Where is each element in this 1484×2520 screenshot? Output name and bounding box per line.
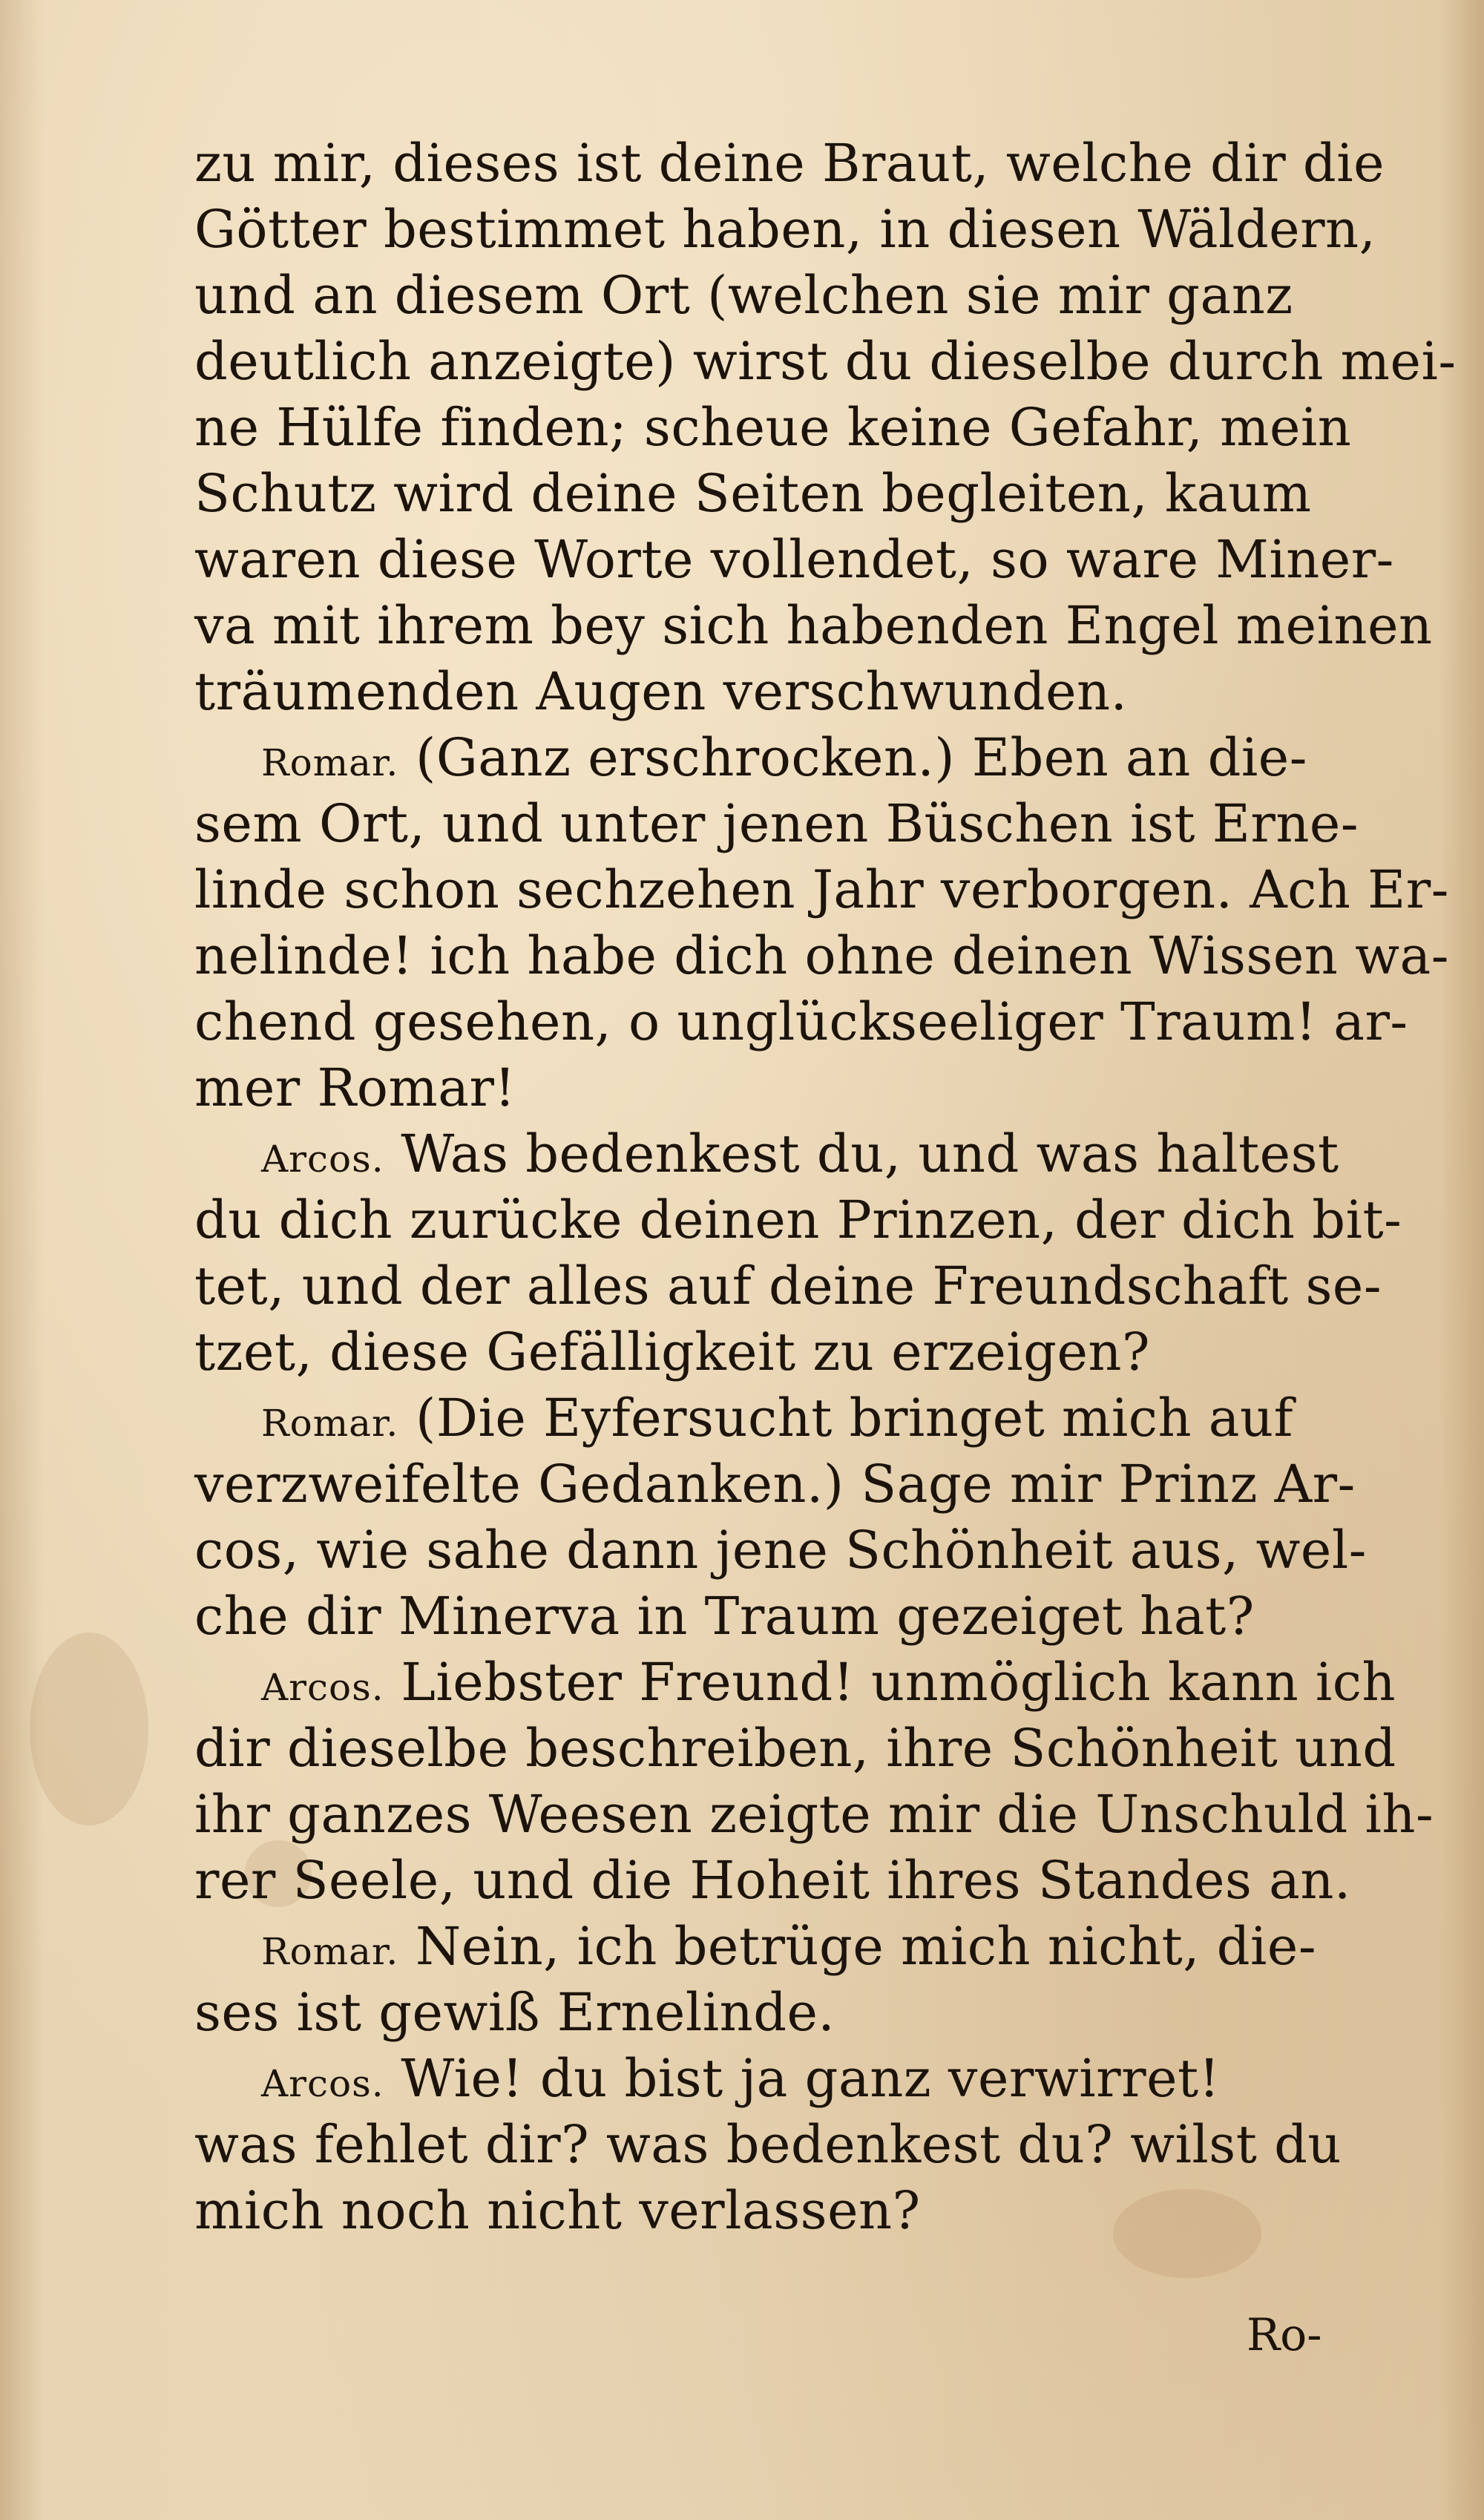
text-line	[194, 395, 1426, 461]
text-line	[194, 1782, 1434, 1848]
line-text: dir dieselbe beschreiben, ihre Schönheit und	[194, 1718, 1396, 1779]
text-line	[194, 1848, 1426, 1914]
text-line	[194, 461, 1426, 527]
line-text: träumenden Augen verschwunden.	[194, 661, 1128, 722]
text-line	[194, 1319, 1426, 1385]
line-text: rer Seele, und die Hoheit ihres Standes an.	[194, 1850, 1351, 1911]
line-text: und an diesem Ort (welchen sie mir ganz	[194, 265, 1293, 326]
line-text: che dir Minerva in Traum gezeiget hat?	[194, 1586, 1255, 1647]
line-text: du dich zurücke deinen Prinzen, der dich bit-	[194, 1190, 1402, 1250]
line-text: verzweifelte Gedanken.) Sage mir Prinz Ar-	[194, 1454, 1356, 1515]
text-line	[194, 527, 1426, 593]
line-text: Nein, ich betrüge mich nicht, die-	[398, 1916, 1316, 1977]
line-text: Götter bestimmet haben, in diesen Wäldern,	[194, 199, 1376, 260]
text-line	[194, 1716, 1426, 1782]
paper-stain	[30, 1633, 148, 1825]
line-text: va mit ihrem bey sich habenden Engel meinen	[194, 595, 1433, 656]
text-line	[194, 263, 1426, 329]
line-text: (Ganz erschrocken.) Eben an die-	[398, 727, 1307, 788]
text-line	[194, 1253, 1426, 1319]
text-line	[194, 1055, 1426, 1121]
line-text: deutlich anzeigte) wirst du dieselbe durch mei-	[194, 331, 1457, 392]
line-text: sem Ort, und unter jenen Büschen ist Erne-	[194, 793, 1359, 854]
speaker-name: Arcos.	[261, 1138, 384, 1181]
line-text: was fehlet dir? was bedenkest du? wilst du	[194, 2114, 1342, 2175]
speaker-name: Arcos.	[261, 2062, 384, 2105]
text-line	[194, 1584, 1426, 1650]
line-text: nelinde! ich habe dich ohne deinen Wissen wa-	[194, 925, 1449, 986]
line-text: Schutz wird deine Seiten begleiten, kaum	[194, 463, 1312, 524]
text-line	[194, 989, 1426, 1055]
line-text: Wie! du bist ja ganz verwirret!	[384, 2048, 1221, 2109]
page-text	[194, 131, 1457, 2244]
line-text: tzet, diese Gefälligkeit zu erzeigen?	[194, 1322, 1151, 1382]
text-line	[194, 659, 1426, 725]
catchword: Ro-	[1247, 2309, 1322, 2361]
text-line	[194, 1121, 1426, 1187]
line-text: zu mir, dieses ist deine Braut, welche dir die	[194, 133, 1385, 194]
text-line	[194, 1914, 1426, 1980]
line-text: mich noch nicht verlassen?	[194, 2180, 921, 2241]
text-line	[194, 1650, 1426, 1716]
text-line	[194, 791, 1426, 857]
line-text: Liebster Freund! unmöglich kann ich	[384, 1652, 1396, 1713]
line-text: tet, und der alles auf deine Freundschaft se-	[194, 1256, 1382, 1316]
text-line	[194, 1385, 1426, 1451]
speaker-name: Romar.	[261, 1402, 399, 1445]
text-line	[194, 329, 1457, 395]
line-text: ihr ganzes Weesen zeigte mir die Unschuld ih-	[194, 1784, 1434, 1845]
line-text: linde schon sechzehen Jahr verborgen. Ach Er-	[194, 859, 1449, 920]
text-line	[194, 1451, 1426, 1517]
text-line	[194, 725, 1426, 791]
speaker-name: Romar.	[261, 1930, 399, 1973]
line-text: Was bedenkest du, und was haltest	[384, 1123, 1339, 1184]
text-line	[194, 2178, 1426, 2244]
text-line	[194, 197, 1426, 263]
line-text: ne Hülfe finden; scheue keine Gefahr, mein	[194, 397, 1352, 458]
line-text: cos, wie sahe dann jene Schönheit aus, wel-	[194, 1520, 1367, 1581]
text-line	[194, 1187, 1426, 1253]
text-line	[194, 2112, 1426, 2178]
line-text: chend gesehen, o unglückseeliger Traum! ar-	[194, 991, 1408, 1052]
speaker-name: Arcos.	[261, 1666, 384, 1709]
speaker-name: Romar.	[261, 741, 399, 784]
text-line	[194, 2046, 1426, 2112]
line-text: (Die Eyfersucht bringet mich auf	[398, 1388, 1294, 1448]
text-line	[194, 131, 1426, 197]
line-text: ses ist gewiß Ernelinde.	[194, 1982, 835, 2043]
text-line	[194, 857, 1449, 923]
text-line	[194, 1517, 1426, 1584]
line-text: mer Romar!	[194, 1057, 516, 1118]
text-line	[194, 923, 1449, 989]
text-line	[194, 1980, 1426, 2046]
line-text: waren diese Worte vollendet, so ware Miner-	[194, 529, 1394, 590]
text-line	[194, 593, 1433, 659]
